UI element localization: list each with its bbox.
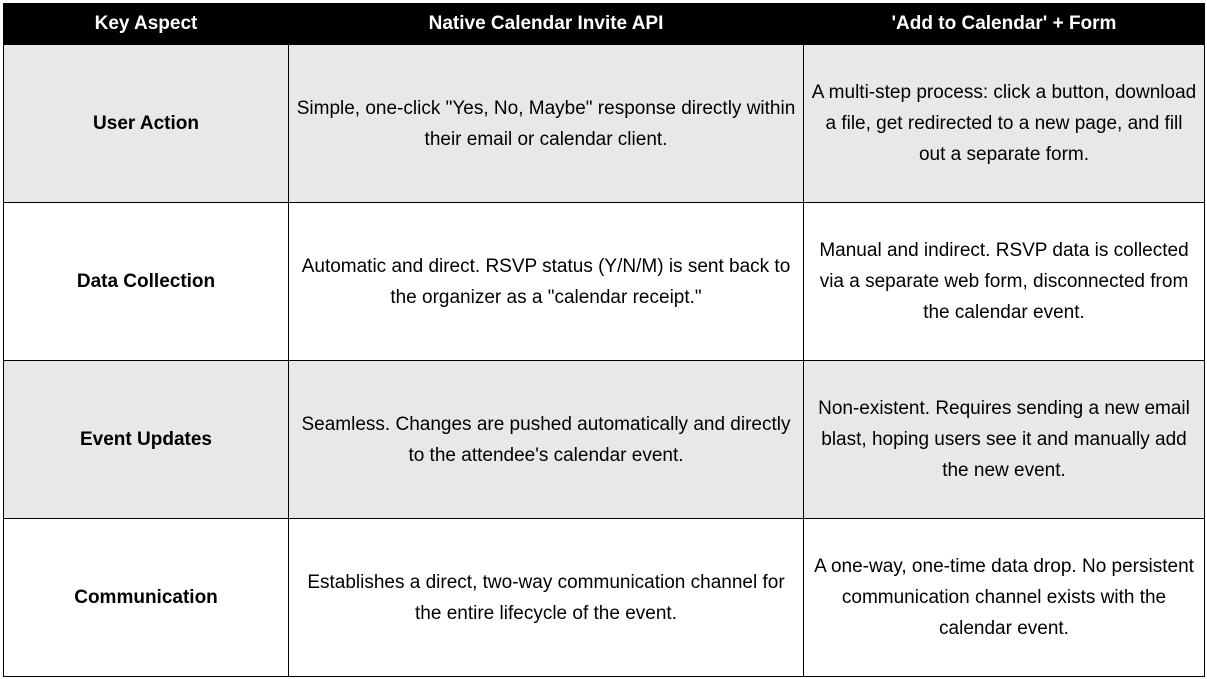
table-header — [4, 4, 1205, 45]
aspect-cell: User Action — [4, 45, 289, 203]
table-body — [4, 45, 1205, 677]
header-key-aspect: Key Aspect — [4, 4, 289, 45]
aspect-cell: Data Collection — [4, 203, 289, 361]
header-row — [4, 4, 1205, 45]
native-cell: Simple, one-click "Yes, No, Maybe" response directly within their email or calendar client. — [289, 45, 804, 203]
comparison-table — [3, 3, 1205, 677]
form-cell: A one-way, one-time data drop. No persistent communication channel exists with the calendar event. — [804, 519, 1205, 677]
native-cell: Establishes a direct, two-way communication channel for the entire lifecycle of the event. — [289, 519, 804, 677]
native-cell: Seamless. Changes are pushed automatically and directly to the attendee's calendar event. — [289, 361, 804, 519]
native-cell: Automatic and direct. RSVP status (Y/N/M) is sent back to the organizer as a "calendar receipt." — [289, 203, 804, 361]
table-row — [4, 45, 1205, 203]
aspect-cell: Event Updates — [4, 361, 289, 519]
form-cell: Non-existent. Requires sending a new email blast, hoping users see it and manually add the new event. — [804, 361, 1205, 519]
header-add-to-calendar-form: 'Add to Calendar' + Form — [804, 4, 1205, 45]
header-native-calendar-invite-api: Native Calendar Invite API — [289, 4, 804, 45]
aspect-cell: Communication — [4, 519, 289, 677]
table-row — [4, 519, 1205, 677]
form-cell: A multi-step process: click a button, download a file, get redirected to a new page, and fill out a separate form. — [804, 45, 1205, 203]
form-cell: Manual and indirect. RSVP data is collected via a separate web form, disconnected from the calendar event. — [804, 203, 1205, 361]
table-row — [4, 361, 1205, 519]
table-row — [4, 203, 1205, 361]
